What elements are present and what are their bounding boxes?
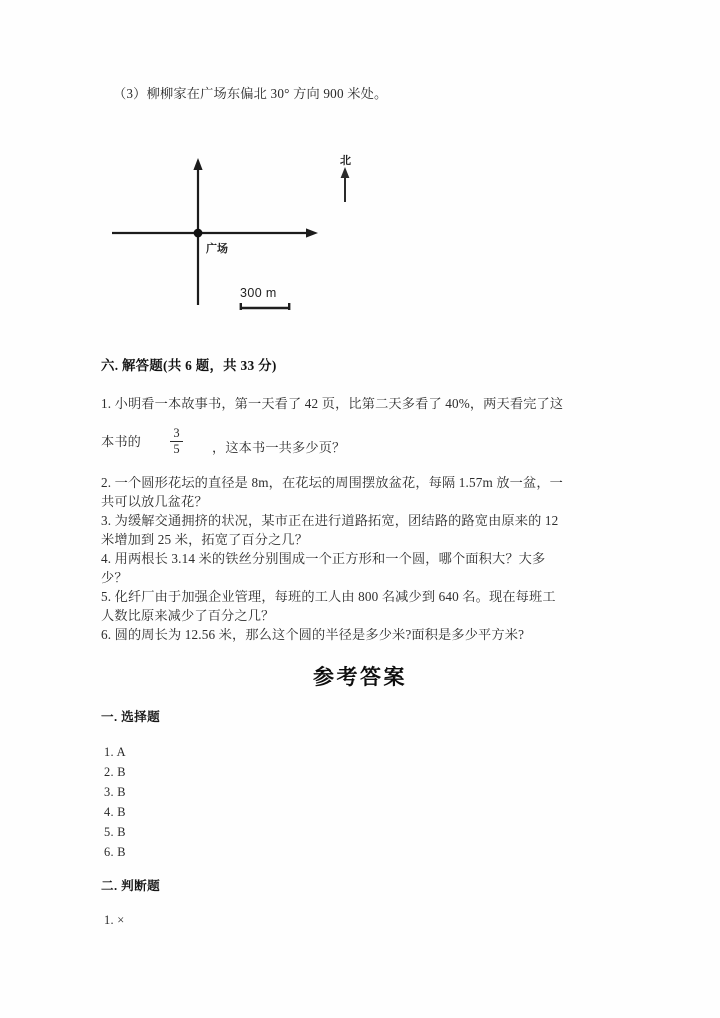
answer-item: 2. B: [104, 765, 126, 779]
diagram-origin-label: 广场: [206, 243, 228, 255]
question-6-line-1: 6. 圆的周长为 12.56 米，那么这个圆的半径是多少米?面积是多少平方米?: [101, 627, 525, 642]
question-1-line-1: 1. 小明看一本故事书，第一天看了 42 页，比第二天多看了 40%，两天看完了这: [101, 396, 564, 411]
answer-item: 6. B: [104, 845, 126, 859]
answer-item: 4. B: [104, 805, 126, 819]
answer-group-heading-2: 二. 判断题: [101, 879, 161, 893]
answer-group-heading-1: 一. 选择题: [101, 710, 161, 724]
question-4-line-2: 少？: [101, 570, 128, 585]
section-heading-six: 六. 解答题(共 6 题，共 33 分): [101, 358, 277, 373]
fraction-numerator: 3: [173, 426, 180, 440]
position-diagram: [100, 140, 420, 330]
top-question-text: （3）柳柳家在广场东偏北 30° 方向 900 米处。: [113, 86, 388, 101]
question-1-fraction: [170, 427, 183, 456]
diagram-svg: [100, 140, 420, 330]
question-2-line-2: 共可以放几盆花？: [101, 494, 208, 509]
answer-item: 5. B: [104, 825, 126, 839]
horizontal-axis-arrowhead: [306, 228, 318, 237]
question-5-line-1: 5. 化纤厂由于加强企业管理，每班的工人由 800 名减少到 640 名。现在每班工: [101, 589, 556, 604]
answer-item: 1. ×: [104, 913, 125, 927]
question-5-line-2: 人数比原来减少了百分之几？: [101, 608, 275, 623]
diagram-scale-label: 300 m: [240, 286, 277, 300]
diagram-north-label: 北: [340, 155, 351, 167]
vertical-axis-arrowhead: [193, 158, 202, 170]
answer-item: 1. A: [104, 745, 126, 759]
fraction-denominator: 5: [173, 442, 180, 456]
question-2-line-1: 2. 一个圆形花坛的直径是 8m，在花坛的周围摆放盆花，每隔 1.57m 放一盆，一: [101, 475, 563, 490]
origin-point: [194, 229, 203, 238]
question-4-line-1: 4. 用两根长 3.14 米的铁丝分别围成一个正方形和一个圆，哪个面积大？大多: [101, 551, 546, 566]
question-3-line-2: 米增加到 25 米，拓宽了百分之几？: [101, 532, 309, 547]
question-1-line-2-after: ，这本书一共多少页？: [212, 440, 346, 455]
question-1-line-2-before: 本书的: [101, 434, 142, 449]
answer-item: 3. B: [104, 785, 126, 799]
answer-key-title: 参考答案: [313, 665, 407, 689]
question-3-line-1: 3. 为缓解交通拥挤的状况，某市正在进行道路拓宽，团结路的路宽由原来的 12: [101, 513, 559, 528]
north-arrow-head: [341, 167, 350, 178]
